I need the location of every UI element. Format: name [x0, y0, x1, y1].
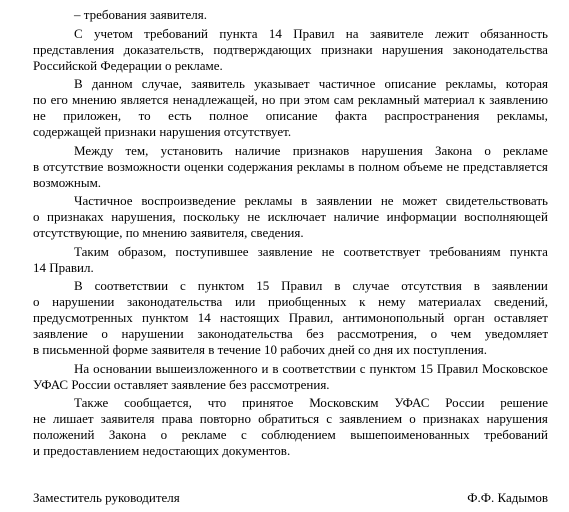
word: нарушении	[121, 326, 184, 341]
word: рекламный	[357, 92, 420, 107]
word: требованиям	[429, 243, 501, 259]
text-line: и предоставлением недостающих документов.	[33, 443, 291, 458]
word: тем,	[125, 142, 149, 158]
word: сам	[333, 92, 354, 107]
word: материалах	[418, 294, 482, 309]
word: обязанность	[480, 25, 548, 41]
word: свидетельствовать	[445, 193, 548, 208]
word: в	[348, 158, 355, 174]
word: на	[345, 25, 359, 41]
word: признаков	[292, 142, 350, 158]
word: рекламы,	[496, 108, 548, 123]
word: Московским	[309, 395, 379, 410]
word: с	[240, 427, 247, 442]
word: рекламы,	[445, 76, 497, 91]
text-line	[33, 76, 548, 92]
word: Правил	[281, 278, 323, 293]
text-line	[33, 42, 548, 58]
text-line	[33, 26, 548, 42]
word: признаках	[422, 411, 480, 426]
word: законодательства	[452, 41, 548, 57]
word: С	[74, 25, 83, 41]
word: с	[180, 278, 186, 293]
text-line	[33, 209, 548, 225]
word: рекламы	[244, 193, 293, 208]
word: законодательства	[197, 326, 293, 341]
word: факта	[335, 108, 368, 123]
document-body	[33, 7, 548, 459]
word: нарушения	[382, 41, 444, 57]
word: о	[484, 142, 491, 158]
word: является	[120, 92, 169, 107]
word: о	[33, 209, 40, 224]
word: Правил	[293, 25, 335, 41]
text-line: – требования заявителя.	[74, 7, 208, 22]
word: содержания	[227, 158, 293, 174]
signature-block	[33, 490, 548, 506]
word: доказательств,	[123, 41, 204, 57]
word: по	[33, 92, 47, 107]
word: Таким	[74, 243, 109, 259]
paragraph-evidence-duty	[33, 26, 548, 74]
word: отсутствие	[42, 158, 104, 174]
word: рекламы	[296, 158, 345, 174]
word: пунктом	[141, 310, 189, 325]
word: Закона	[434, 142, 473, 158]
word: рекламе	[181, 427, 227, 442]
word: рассмотрения,	[337, 326, 417, 341]
word: случае	[352, 278, 390, 293]
word: наличие	[333, 209, 380, 224]
word: в	[33, 158, 40, 174]
word: решение	[500, 395, 548, 410]
text-line	[33, 326, 548, 342]
word: законодательства	[127, 294, 223, 309]
word: соответствии	[94, 278, 169, 293]
word: принятое	[242, 395, 294, 410]
word: нему	[378, 294, 406, 309]
word: к	[359, 294, 366, 309]
word: соответствует	[343, 243, 421, 259]
word: воспроизведение	[141, 193, 236, 208]
word: лежит	[434, 25, 469, 41]
word: пункта	[509, 243, 548, 259]
text-line	[33, 193, 548, 209]
word: пунктом	[197, 278, 245, 293]
text-line	[33, 92, 548, 108]
word: уведомляет	[484, 326, 548, 341]
word: заявитель	[191, 76, 245, 91]
word: 15	[419, 360, 433, 376]
word: не	[33, 108, 46, 123]
text-line: 14 Правил.	[33, 259, 94, 275]
word: или	[234, 294, 256, 309]
word: в	[301, 193, 308, 208]
word: в	[272, 360, 279, 376]
word: о	[101, 326, 108, 341]
word: обратиться	[258, 411, 320, 426]
paragraph-right-to-reapply	[33, 395, 548, 459]
word: материал	[423, 92, 475, 107]
text-line	[33, 294, 548, 310]
word: восполняющей	[464, 209, 548, 224]
word: Частичное	[74, 193, 133, 208]
word: полное	[209, 108, 249, 123]
word: с	[326, 411, 333, 426]
word: подтверждающих	[213, 41, 312, 57]
word: оценки	[184, 158, 224, 174]
word: требований	[484, 427, 548, 442]
text-line	[33, 427, 548, 443]
paragraph-requirements-item	[33, 7, 548, 23]
word: основании	[93, 360, 152, 376]
text-line	[33, 159, 548, 175]
word: сведений,	[494, 294, 548, 309]
word: описание	[384, 76, 437, 91]
word: наличие	[234, 142, 281, 158]
text-line: возможным.	[33, 174, 102, 190]
word: случае,	[141, 76, 182, 91]
word: ненадлежащей,	[172, 92, 258, 107]
word: полном	[358, 158, 400, 174]
word: нарушения,	[111, 209, 176, 224]
word: в	[334, 278, 341, 293]
word: с	[359, 360, 366, 376]
word: поступившее	[175, 243, 249, 259]
word: 14	[268, 25, 282, 41]
text-line	[33, 310, 548, 326]
text-line: содержащей признаки нарушения отсутствует.	[33, 124, 292, 139]
word: о	[33, 294, 40, 309]
word: На	[74, 360, 90, 376]
word: поскольку	[183, 209, 240, 224]
word: описание	[265, 108, 318, 123]
word: УФАС	[394, 395, 430, 410]
word: не	[446, 158, 460, 174]
word: мнению	[72, 92, 117, 107]
word: указывает	[254, 76, 310, 91]
text-line: отсутствующие, по мнению заявителя, сведения.	[33, 225, 304, 240]
word: учетом	[94, 25, 133, 41]
paragraph-non-compliance	[33, 244, 548, 276]
word: вышеизложенного	[155, 360, 258, 376]
word: без	[306, 326, 324, 341]
word: возможности	[107, 158, 181, 174]
signatory-name: Ф.Ф. Кадымов	[467, 490, 548, 505]
word: приложен,	[63, 108, 122, 123]
word: заявлению	[489, 92, 548, 107]
paragraph-partial-reproduction	[33, 193, 548, 241]
word: орган	[453, 310, 485, 325]
word: соблюдением	[261, 427, 336, 442]
word: о	[160, 427, 168, 442]
word: представляется	[463, 158, 548, 174]
text-line	[33, 278, 548, 294]
word: исключает	[267, 209, 327, 224]
word: то	[138, 108, 151, 123]
word: не	[247, 209, 261, 224]
word: требований	[144, 25, 208, 41]
word: В	[74, 76, 83, 91]
word: заявлении	[316, 193, 373, 208]
paragraph-partial-description	[33, 76, 548, 140]
word: лишает	[52, 411, 94, 426]
word: нарушении	[52, 294, 115, 309]
word: заявление	[33, 326, 88, 341]
word: при	[279, 92, 300, 107]
word: о	[430, 326, 438, 341]
text-line	[33, 361, 548, 377]
word: установить	[160, 142, 223, 158]
text-line: в письменной форме заявителя в течение 10 рабочих дней со дня их поступления.	[33, 342, 488, 357]
word: соответствии	[282, 360, 356, 376]
word: представления	[33, 41, 115, 57]
word: настоящих	[219, 310, 280, 325]
word: не	[380, 193, 394, 208]
paragraph-decision	[33, 361, 548, 393]
word: Между	[74, 142, 114, 158]
paragraph-rule-15	[33, 278, 548, 358]
word: но	[261, 92, 276, 107]
word: отсутствия	[401, 278, 462, 293]
word: заявлении	[491, 278, 548, 293]
word: положений	[33, 427, 95, 442]
text-line: Российской Федерации о рекламе.	[33, 57, 223, 73]
word: признаках	[47, 209, 104, 224]
word: России	[445, 395, 485, 410]
word: что	[207, 395, 227, 410]
word: признаки	[321, 41, 373, 57]
word: не	[33, 411, 46, 426]
word: заявление	[257, 243, 313, 259]
text-line	[33, 395, 548, 411]
word: распространения	[384, 108, 480, 123]
word: заявлением	[339, 411, 403, 426]
word: нарушения	[361, 142, 423, 158]
word: заявителе	[369, 25, 424, 41]
text-line	[33, 108, 548, 124]
word: сообщается,	[124, 395, 192, 410]
word: объеме	[403, 158, 443, 174]
word: Также	[74, 395, 109, 410]
word: оставляет	[493, 310, 548, 325]
text-line	[33, 411, 548, 427]
word: 15	[256, 278, 270, 293]
word: есть	[168, 108, 192, 123]
word: пункта	[219, 25, 258, 41]
word: данном	[91, 76, 133, 91]
paragraph-impossible-assessment	[33, 143, 548, 191]
word: пунктом	[369, 360, 417, 376]
word: к	[478, 92, 486, 107]
word: может	[402, 193, 438, 208]
word: 14	[197, 310, 211, 325]
word: и	[261, 360, 269, 376]
word: В	[74, 278, 83, 293]
word: его	[50, 92, 68, 107]
word: о	[409, 411, 416, 426]
text-line	[33, 244, 548, 260]
word: повторно	[199, 411, 251, 426]
word: вышепоименованных	[350, 427, 470, 442]
word: Закона	[108, 427, 147, 442]
word: этом	[304, 92, 330, 107]
word: предусмотренных	[33, 310, 133, 325]
word: образом,	[118, 243, 167, 259]
word: права	[161, 411, 193, 426]
word: чем	[450, 326, 472, 341]
word: антимонопольный	[342, 310, 445, 325]
word: не	[321, 243, 335, 259]
signatory-position: Заместитель руководителя	[33, 490, 180, 505]
word: приобщенных	[268, 294, 347, 309]
word: рекламе	[503, 142, 548, 158]
word: частичное	[318, 76, 376, 91]
word: Правил,	[288, 310, 334, 325]
text-line	[33, 143, 548, 159]
word: которая	[505, 76, 548, 91]
text-line: УФАС России оставляет заявление без рассмотрения.	[33, 376, 330, 392]
word: Правил	[436, 360, 479, 376]
word: в	[473, 278, 480, 293]
word: нарушения	[486, 411, 548, 426]
word: информации	[386, 209, 457, 224]
word: заявителя	[100, 411, 155, 426]
word: Московское	[482, 360, 548, 376]
